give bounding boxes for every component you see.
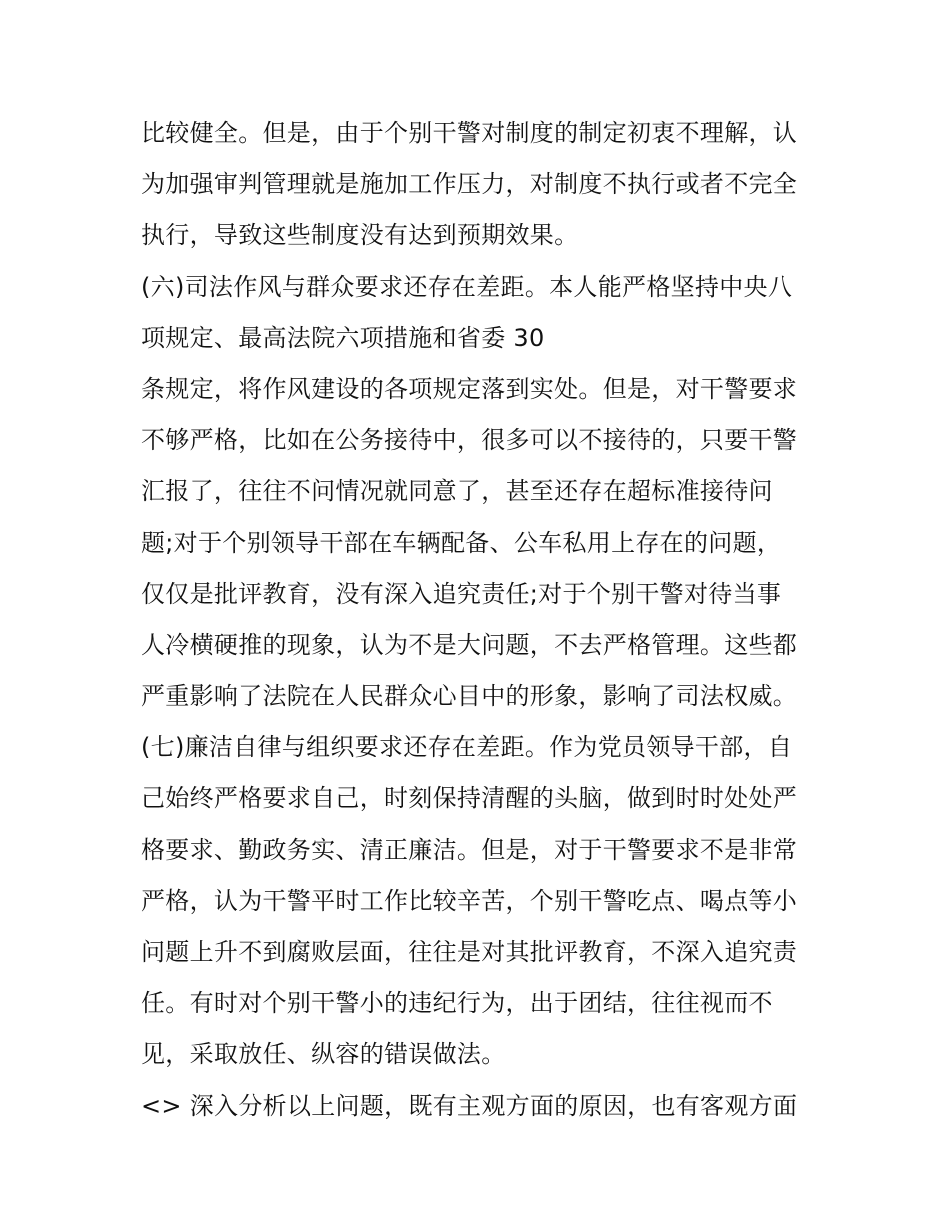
text-line: 问题上升不到腐败层面，往往是对其批评教育，不深入追究责 (141, 938, 798, 966)
text-line: 条规定，将作风建设的各项规定落到实处。但是，对干警要求 (141, 374, 798, 403)
text-line: 题;对于个别领导干部在车辆配备、公车私用上存在的问题， (141, 528, 782, 557)
text-line: 任。有时对个别干警小的违纪行为，出于团结，往往视而不 (141, 989, 773, 1018)
text-line: 执行，导致这些制度没有达到预期效果。 (141, 221, 579, 250)
text-line: 汇报了，往往不问情况就同意了，甚至还存在超标准接待问 (141, 477, 773, 506)
text-line: 严重影响了法院在人民群众心目中的形象，影响了司法权威。 (141, 682, 798, 711)
text-line: <> 深入分析以上问题，既有主观方面的原因，也有客观方面 (141, 1091, 798, 1120)
document-body (141, 108, 821, 1132)
section-heading-line: (六)司法作风与群众要求还存在差距。本人能严格坚持中央八 (141, 272, 793, 301)
text-line: 己始终严格要求自己，时刻保持清醒的头脑，做到时时处处严 (141, 784, 798, 813)
text-line: 项规定、最高法院六项措施和省委 30 (141, 323, 545, 352)
text-line: 格要求、勤政务实、清正廉洁。但是，对于干警要求不是非常 (141, 835, 798, 864)
text-line: 仅仅是批评教育，没有深入追究责任;对于个别干警对待当事 (141, 579, 782, 608)
text-line: 比较健全。但是，由于个别干警对制度的制定初衷不理解，认 (141, 119, 798, 147)
text-line: 为加强审判管理就是施加工作压力，对制度不执行或者不完全 (141, 170, 798, 199)
section-heading-line: (七)廉洁自律与组织要求还存在差距。作为党员领导干部，自 (141, 733, 793, 762)
text-line: 严格，认为干警平时工作比较辛苦，个别干警吃点、喝点等小 (141, 886, 798, 915)
text-line: 见，采取放任、纵容的错误做法。 (141, 1040, 506, 1069)
text-line: 不够严格，比如在公务接待中，很多可以不接待的，只要干警 (141, 426, 798, 455)
text-line: 人冷横硬推的现象，认为不是大问题，不去严格管理。这些都 (141, 630, 798, 659)
